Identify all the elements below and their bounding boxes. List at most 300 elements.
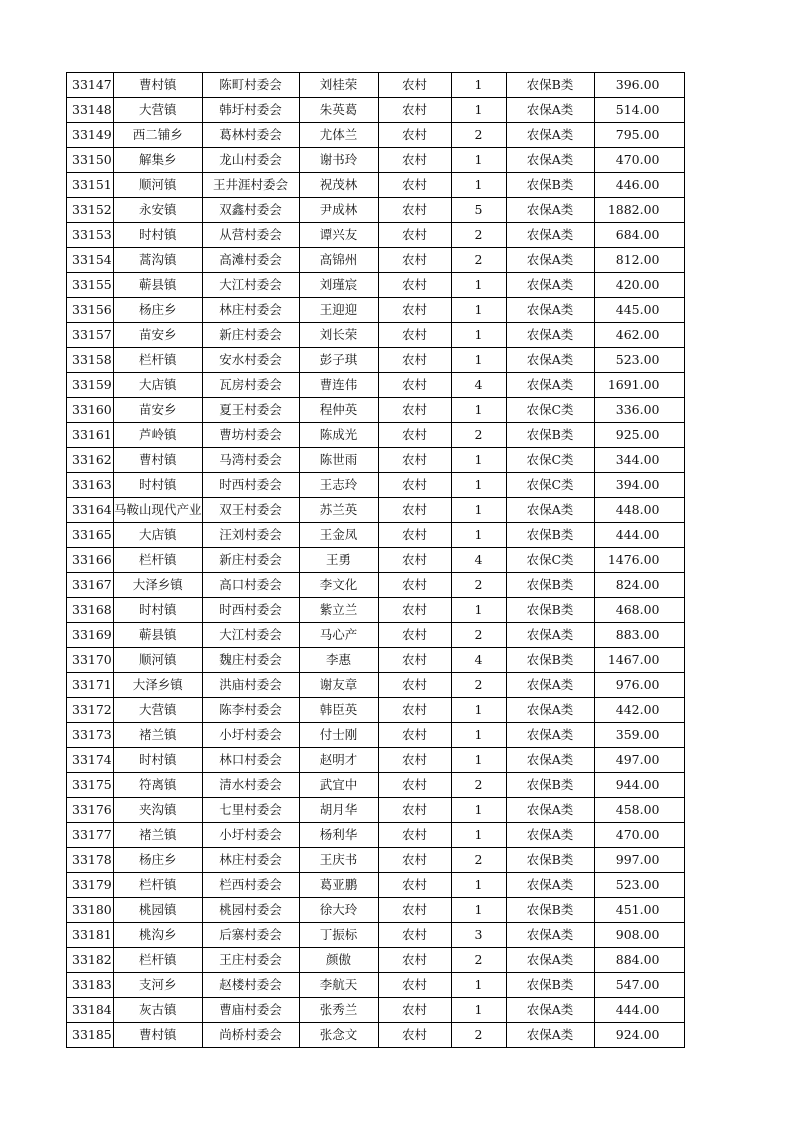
name-cell: 高锦州 [299, 248, 378, 273]
household-count-cell: 2 [451, 1023, 506, 1048]
name-cell: 朱英葛 [299, 98, 378, 123]
name-cell: 胡月华 [299, 798, 378, 823]
amount-cell: 420.00 [594, 273, 684, 298]
table-row [67, 623, 685, 648]
amount-cell: 444.00 [594, 998, 684, 1023]
village-cell: 林庄村委会 [202, 298, 299, 323]
name-cell: 彭子琪 [299, 348, 378, 373]
household-count-cell: 2 [451, 123, 506, 148]
household-count-cell: 1 [451, 298, 506, 323]
table-row [67, 898, 685, 923]
table-row [67, 348, 685, 373]
insurance-type-cell: 农保A类 [506, 948, 594, 973]
household-count-cell: 1 [451, 398, 506, 423]
area-type-cell: 农村 [378, 823, 451, 848]
amount-cell: 547.00 [594, 973, 684, 998]
record-id-cell: 33182 [67, 948, 114, 973]
household-count-cell: 1 [451, 698, 506, 723]
amount-cell: 824.00 [594, 573, 684, 598]
name-cell: 刘长荣 [299, 323, 378, 348]
amount-cell: 812.00 [594, 248, 684, 273]
household-count-cell: 2 [451, 423, 506, 448]
household-count-cell: 1 [451, 898, 506, 923]
table-row [67, 1023, 685, 1048]
amount-cell: 1882.00 [594, 198, 684, 223]
town-cell: 杨庄乡 [114, 298, 203, 323]
area-type-cell: 农村 [378, 98, 451, 123]
household-count-cell: 2 [451, 623, 506, 648]
town-cell: 马鞍山现代产业 [114, 498, 203, 523]
name-cell: 张念文 [299, 1023, 378, 1048]
record-id-cell: 33155 [67, 273, 114, 298]
insurance-type-cell: 农保B类 [506, 423, 594, 448]
record-id-cell: 33166 [67, 548, 114, 573]
household-count-cell: 3 [451, 923, 506, 948]
town-cell: 栏杆镇 [114, 548, 203, 573]
name-cell: 李航天 [299, 973, 378, 998]
record-id-cell: 33180 [67, 898, 114, 923]
record-id-cell: 33154 [67, 248, 114, 273]
amount-cell: 396.00 [594, 73, 684, 98]
area-type-cell: 农村 [378, 398, 451, 423]
name-cell: 丁振标 [299, 923, 378, 948]
name-cell: 曹连伟 [299, 373, 378, 398]
name-cell: 杨利华 [299, 823, 378, 848]
amount-cell: 448.00 [594, 498, 684, 523]
town-cell: 符离镇 [114, 773, 203, 798]
table-row [67, 673, 685, 698]
area-type-cell: 农村 [378, 848, 451, 873]
name-cell: 王志玲 [299, 473, 378, 498]
insurance-type-cell: 农保A类 [506, 223, 594, 248]
record-id-cell: 33174 [67, 748, 114, 773]
town-cell: 褚兰镇 [114, 723, 203, 748]
area-type-cell: 农村 [378, 573, 451, 598]
area-type-cell: 农村 [378, 1023, 451, 1048]
town-cell: 蒿沟镇 [114, 248, 203, 273]
area-type-cell: 农村 [378, 448, 451, 473]
insurance-type-cell: 农保A类 [506, 623, 594, 648]
record-id-cell: 33153 [67, 223, 114, 248]
insurance-type-cell: 农保B类 [506, 598, 594, 623]
name-cell: 谢友章 [299, 673, 378, 698]
record-id-cell: 33162 [67, 448, 114, 473]
village-cell: 魏庄村委会 [202, 648, 299, 673]
name-cell: 王庆书 [299, 848, 378, 873]
village-cell: 王井涯村委会 [202, 173, 299, 198]
name-cell: 张秀兰 [299, 998, 378, 1023]
table-row [67, 398, 685, 423]
table-row [67, 698, 685, 723]
insurance-type-cell: 农保A类 [506, 373, 594, 398]
insurance-type-cell: 农保A类 [506, 348, 594, 373]
amount-cell: 944.00 [594, 773, 684, 798]
village-cell: 高滩村委会 [202, 248, 299, 273]
insurance-type-cell: 农保B类 [506, 573, 594, 598]
area-type-cell: 农村 [378, 148, 451, 173]
record-id-cell: 33176 [67, 798, 114, 823]
record-id-cell: 33160 [67, 398, 114, 423]
record-id-cell: 33178 [67, 848, 114, 873]
area-type-cell: 农村 [378, 998, 451, 1023]
village-cell: 赵楼村委会 [202, 973, 299, 998]
table-row [67, 423, 685, 448]
name-cell: 刘瑾宸 [299, 273, 378, 298]
record-id-cell: 33149 [67, 123, 114, 148]
table-row [67, 198, 685, 223]
town-cell: 桃园镇 [114, 898, 203, 923]
village-cell: 洪庙村委会 [202, 673, 299, 698]
table-row [67, 723, 685, 748]
table-row [67, 273, 685, 298]
village-cell: 瓦房村委会 [202, 373, 299, 398]
area-type-cell: 农村 [378, 898, 451, 923]
village-cell: 高口村委会 [202, 573, 299, 598]
name-cell: 尤体兰 [299, 123, 378, 148]
area-type-cell: 农村 [378, 648, 451, 673]
record-id-cell: 33181 [67, 923, 114, 948]
name-cell: 王迎迎 [299, 298, 378, 323]
village-cell: 尚桥村委会 [202, 1023, 299, 1048]
household-count-cell: 1 [451, 523, 506, 548]
record-id-cell: 33150 [67, 148, 114, 173]
table-row [67, 148, 685, 173]
area-type-cell: 农村 [378, 923, 451, 948]
area-type-cell: 农村 [378, 598, 451, 623]
insurance-type-cell: 农保A类 [506, 123, 594, 148]
table-row [67, 223, 685, 248]
household-count-cell: 1 [451, 273, 506, 298]
town-cell: 褚兰镇 [114, 823, 203, 848]
village-cell: 陈町村委会 [202, 73, 299, 98]
name-cell: 谭兴友 [299, 223, 378, 248]
table-row [67, 948, 685, 973]
amount-cell: 523.00 [594, 348, 684, 373]
amount-cell: 446.00 [594, 173, 684, 198]
record-id-cell: 33185 [67, 1023, 114, 1048]
name-cell: 祝茂林 [299, 173, 378, 198]
insurance-type-cell: 农保A类 [506, 1023, 594, 1048]
amount-cell: 924.00 [594, 1023, 684, 1048]
village-cell: 葛林村委会 [202, 123, 299, 148]
area-type-cell: 农村 [378, 623, 451, 648]
area-type-cell: 农村 [378, 673, 451, 698]
household-count-cell: 2 [451, 248, 506, 273]
name-cell: 武宜中 [299, 773, 378, 798]
amount-cell: 884.00 [594, 948, 684, 973]
village-cell: 马湾村委会 [202, 448, 299, 473]
amount-cell: 468.00 [594, 598, 684, 623]
name-cell: 付士刚 [299, 723, 378, 748]
name-cell: 谢书玲 [299, 148, 378, 173]
area-type-cell: 农村 [378, 348, 451, 373]
town-cell: 栏杆镇 [114, 873, 203, 898]
record-id-cell: 33151 [67, 173, 114, 198]
village-cell: 新庄村委会 [202, 323, 299, 348]
insurance-type-cell: 农保A类 [506, 998, 594, 1023]
record-id-cell: 33170 [67, 648, 114, 673]
area-type-cell: 农村 [378, 498, 451, 523]
town-cell: 桃沟乡 [114, 923, 203, 948]
amount-cell: 684.00 [594, 223, 684, 248]
table-row [67, 648, 685, 673]
town-cell: 曹村镇 [114, 1023, 203, 1048]
insurance-type-cell: 农保C类 [506, 448, 594, 473]
area-type-cell: 农村 [378, 698, 451, 723]
record-id-cell: 33177 [67, 823, 114, 848]
household-count-cell: 4 [451, 548, 506, 573]
area-type-cell: 农村 [378, 223, 451, 248]
area-type-cell: 农村 [378, 748, 451, 773]
village-cell: 曹坊村委会 [202, 423, 299, 448]
area-type-cell: 农村 [378, 123, 451, 148]
amount-cell: 451.00 [594, 898, 684, 923]
insurance-type-cell: 农保C类 [506, 548, 594, 573]
amount-cell: 997.00 [594, 848, 684, 873]
name-cell: 王勇 [299, 548, 378, 573]
village-cell: 陈李村委会 [202, 698, 299, 723]
insurance-type-cell: 农保B类 [506, 73, 594, 98]
amount-cell: 908.00 [594, 923, 684, 948]
insurance-type-cell: 农保C类 [506, 398, 594, 423]
household-count-cell: 1 [451, 98, 506, 123]
insurance-type-cell: 农保A类 [506, 98, 594, 123]
amount-cell: 514.00 [594, 98, 684, 123]
amount-cell: 442.00 [594, 698, 684, 723]
name-cell: 马心产 [299, 623, 378, 648]
town-cell: 时村镇 [114, 473, 203, 498]
area-type-cell: 农村 [378, 873, 451, 898]
amount-cell: 445.00 [594, 298, 684, 323]
amount-cell: 883.00 [594, 623, 684, 648]
household-count-cell: 2 [451, 673, 506, 698]
area-type-cell: 农村 [378, 248, 451, 273]
area-type-cell: 农村 [378, 323, 451, 348]
village-cell: 龙山村委会 [202, 148, 299, 173]
name-cell: 程仲英 [299, 398, 378, 423]
town-cell: 夹沟镇 [114, 798, 203, 823]
village-cell: 林庄村委会 [202, 848, 299, 873]
household-count-cell: 1 [451, 598, 506, 623]
household-count-cell: 1 [451, 798, 506, 823]
record-id-cell: 33169 [67, 623, 114, 648]
village-cell: 曹庙村委会 [202, 998, 299, 1023]
village-cell: 从营村委会 [202, 223, 299, 248]
table-row [67, 573, 685, 598]
insurance-type-cell: 农保A类 [506, 798, 594, 823]
area-type-cell: 农村 [378, 373, 451, 398]
household-count-cell: 1 [451, 73, 506, 98]
household-count-cell: 2 [451, 948, 506, 973]
table-row [67, 548, 685, 573]
insurance-type-cell: 农保A类 [506, 673, 594, 698]
household-count-cell: 1 [451, 148, 506, 173]
amount-cell: 444.00 [594, 523, 684, 548]
insurance-type-cell: 农保A类 [506, 248, 594, 273]
amount-cell: 462.00 [594, 323, 684, 348]
amount-cell: 470.00 [594, 148, 684, 173]
insurance-type-cell: 农保B类 [506, 648, 594, 673]
table-row [67, 998, 685, 1023]
household-count-cell: 4 [451, 373, 506, 398]
table-body [67, 73, 685, 1048]
town-cell: 顺河镇 [114, 173, 203, 198]
amount-cell: 1476.00 [594, 548, 684, 573]
village-cell: 双王村委会 [202, 498, 299, 523]
table-row [67, 973, 685, 998]
village-cell: 小圩村委会 [202, 823, 299, 848]
town-cell: 苗安乡 [114, 398, 203, 423]
household-count-cell: 1 [451, 473, 506, 498]
table-row [67, 523, 685, 548]
town-cell: 顺河镇 [114, 648, 203, 673]
record-id-cell: 33172 [67, 698, 114, 723]
town-cell: 蕲县镇 [114, 273, 203, 298]
household-count-cell: 1 [451, 748, 506, 773]
household-count-cell: 2 [451, 773, 506, 798]
record-id-cell: 33159 [67, 373, 114, 398]
insurance-type-cell: 农保C类 [506, 473, 594, 498]
record-id-cell: 33157 [67, 323, 114, 348]
household-count-cell: 1 [451, 348, 506, 373]
record-id-cell: 33183 [67, 973, 114, 998]
area-type-cell: 农村 [378, 523, 451, 548]
insurance-type-cell: 农保A类 [506, 873, 594, 898]
area-type-cell: 农村 [378, 173, 451, 198]
name-cell: 韩臣英 [299, 698, 378, 723]
village-cell: 后寨村委会 [202, 923, 299, 948]
table-row [67, 923, 685, 948]
town-cell: 西二铺乡 [114, 123, 203, 148]
town-cell: 大店镇 [114, 523, 203, 548]
household-count-cell: 1 [451, 498, 506, 523]
table-row [67, 123, 685, 148]
table-row [67, 373, 685, 398]
table-row [67, 823, 685, 848]
area-type-cell: 农村 [378, 73, 451, 98]
village-cell: 大江村委会 [202, 273, 299, 298]
name-cell: 紫立兰 [299, 598, 378, 623]
insurance-type-cell: 农保A类 [506, 198, 594, 223]
table-row [67, 173, 685, 198]
insurance-type-cell: 农保B类 [506, 898, 594, 923]
town-cell: 苗安乡 [114, 323, 203, 348]
table-row [67, 798, 685, 823]
town-cell: 大泽乡镇 [114, 673, 203, 698]
insurance-type-cell: 农保A类 [506, 498, 594, 523]
area-type-cell: 农村 [378, 798, 451, 823]
area-type-cell: 农村 [378, 423, 451, 448]
record-id-cell: 33171 [67, 673, 114, 698]
table-row [67, 298, 685, 323]
table-row [67, 473, 685, 498]
town-cell: 时村镇 [114, 223, 203, 248]
table-row [67, 748, 685, 773]
amount-cell: 795.00 [594, 123, 684, 148]
household-count-cell: 2 [451, 848, 506, 873]
amount-cell: 458.00 [594, 798, 684, 823]
household-count-cell: 1 [451, 823, 506, 848]
household-count-cell: 4 [451, 648, 506, 673]
town-cell: 大营镇 [114, 698, 203, 723]
village-cell: 时西村委会 [202, 598, 299, 623]
village-cell: 韩圩村委会 [202, 98, 299, 123]
record-id-cell: 33163 [67, 473, 114, 498]
town-cell: 大营镇 [114, 98, 203, 123]
household-count-cell: 1 [451, 723, 506, 748]
table-row [67, 448, 685, 473]
area-type-cell: 农村 [378, 473, 451, 498]
record-id-cell: 33158 [67, 348, 114, 373]
amount-cell: 1467.00 [594, 648, 684, 673]
insurance-type-cell: 农保B类 [506, 848, 594, 873]
town-cell: 曹村镇 [114, 448, 203, 473]
town-cell: 栏杆镇 [114, 948, 203, 973]
table-row [67, 598, 685, 623]
town-cell: 时村镇 [114, 598, 203, 623]
insurance-type-cell: 农保A类 [506, 148, 594, 173]
town-cell: 杨庄乡 [114, 848, 203, 873]
village-cell: 王庄村委会 [202, 948, 299, 973]
household-count-cell: 1 [451, 323, 506, 348]
record-id-cell: 33148 [67, 98, 114, 123]
town-cell: 永安镇 [114, 198, 203, 223]
village-cell: 栏西村委会 [202, 873, 299, 898]
household-count-cell: 2 [451, 223, 506, 248]
table-row [67, 98, 685, 123]
village-cell: 安水村委会 [202, 348, 299, 373]
record-id-cell: 33173 [67, 723, 114, 748]
household-count-cell: 1 [451, 173, 506, 198]
table-row [67, 773, 685, 798]
insurance-type-cell: 农保A类 [506, 298, 594, 323]
table-row [67, 848, 685, 873]
area-type-cell: 农村 [378, 973, 451, 998]
village-cell: 大江村委会 [202, 623, 299, 648]
name-cell: 陈世雨 [299, 448, 378, 473]
village-cell: 夏王村委会 [202, 398, 299, 423]
insurance-type-cell: 农保A类 [506, 273, 594, 298]
town-cell: 大泽乡镇 [114, 573, 203, 598]
town-cell: 栏杆镇 [114, 348, 203, 373]
name-cell: 李文化 [299, 573, 378, 598]
name-cell: 赵明才 [299, 748, 378, 773]
name-cell: 苏兰英 [299, 498, 378, 523]
town-cell: 芦岭镇 [114, 423, 203, 448]
village-cell: 双鑫村委会 [202, 198, 299, 223]
village-cell: 汪刘村委会 [202, 523, 299, 548]
record-id-cell: 33167 [67, 573, 114, 598]
record-id-cell: 33164 [67, 498, 114, 523]
insurance-type-cell: 农保B类 [506, 523, 594, 548]
area-type-cell: 农村 [378, 273, 451, 298]
record-id-cell: 33168 [67, 598, 114, 623]
insurance-type-cell: 农保A类 [506, 823, 594, 848]
record-id-cell: 33165 [67, 523, 114, 548]
household-count-cell: 2 [451, 573, 506, 598]
town-cell: 支河乡 [114, 973, 203, 998]
name-cell: 刘桂荣 [299, 73, 378, 98]
village-cell: 林口村委会 [202, 748, 299, 773]
name-cell: 徐大玲 [299, 898, 378, 923]
name-cell: 葛亚鹏 [299, 873, 378, 898]
data-table [66, 72, 685, 1048]
area-type-cell: 农村 [378, 948, 451, 973]
table-row [67, 873, 685, 898]
insurance-type-cell: 农保A类 [506, 923, 594, 948]
amount-cell: 523.00 [594, 873, 684, 898]
town-cell: 大店镇 [114, 373, 203, 398]
